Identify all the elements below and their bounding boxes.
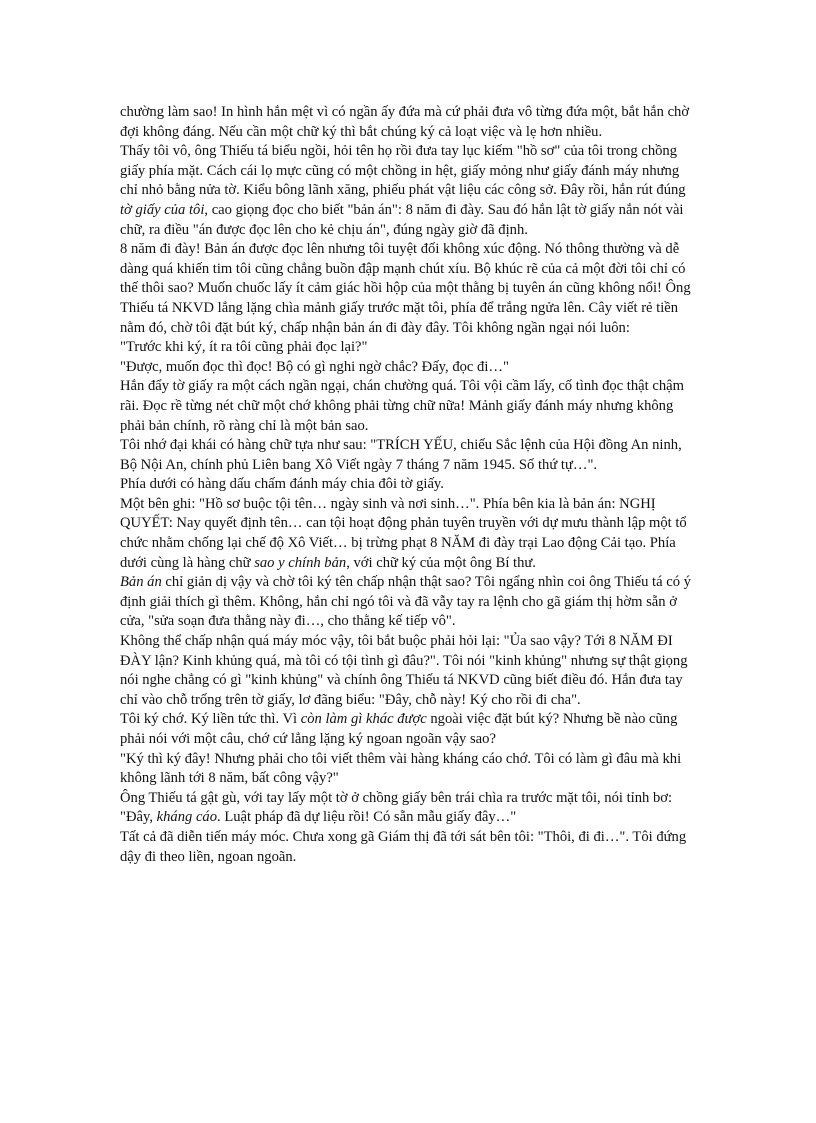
text-run: "Ký thì ký đây! Nhưng phải cho tôi viết thêm vài hàng kháng cáo chớ. Tôi có làm gì đâu mà khi không lãnh tới 8 năm, bất công vậy?" [120, 750, 682, 787]
italic-text: còn làm gì khác được [300, 711, 427, 728]
document-page [120, 103, 700, 867]
text-run: Tôi ký chớ. Ký liền tức thì. Vì [120, 711, 301, 728]
text-run: . Luật pháp đã dự liệu rồi! Có sẵn mẫu giấy đây…" [217, 809, 517, 826]
paragraph [120, 142, 700, 240]
text-run: Tất cả đã diễn tiến máy móc. Chưa xong gã Giám thị đã tới sát bên tôi: "Thôi, đi đi…". Tôi đứng dậy đi theo liền, ngoan ngoãn. [120, 828, 687, 865]
paragraph [120, 240, 700, 338]
text-run: chỉ giản dị vậy và chờ tôi ký tên chấp nhận thật sao? Tôi ngẩng nhìn coi ông Thiếu tá có ý định giải thích gì thêm. Không, hắn chỉ ngó tôi và đã vẫy tay ra lệnh cho gã giám thị hờm sẵn ở cửa, "sửa soạn đưa thằng này đi…, cho thằng kế tiếp vô". [120, 574, 691, 630]
text-run: "Đây, [120, 809, 157, 826]
text-run: "Được, muốn đọc thì đọc! Bộ có gì nghi ngờ chắc? Đấy, đọc đi…" [120, 358, 509, 375]
text-run: Hắn đẩy tờ giấy ra một cách ngần ngại, chán chường quá. Tôi vội cầm lấy, cố tình đọc thật chậm rãi. Đọc rề từng nét chữ một chớ không phải từng chữ nữa! Mảnh giấy đánh máy nhưng không phải bản chính, rõ ràng chỉ là một bản sao. [120, 378, 684, 434]
paragraph [120, 436, 700, 475]
text-run: Ông Thiếu tá gật gù, với tay lấy một tờ ở chồng giấy bên trái chìa ra trước mặt tôi, nói tỉnh bơ: [120, 789, 673, 806]
text-run: Một bên ghi: "Hồ sơ buộc tội tên… ngày sinh và nơi sinh…". Phía bên kia là bản án: NGHỊ QUYẾT: Nay quyết định tên… can tội hoạt động phản tuyên truyền với dự mưu thành lập một tổ chức nhằm chống lại chế độ Xô Viết… bị trừng phạt 8 NĂM đi đày trại Lao động Cải tạo. Phía dưới cùng là hàng chữ [120, 495, 687, 571]
text-run: Tôi nhớ đại khái có hàng chữ tựa như sau: "TRÍCH YẾU, chiếu Sắc lệnh của Hội đồng An ninh, Bộ Nội An, chính phủ Liên bang Xô Viết ngày 7 tháng 7 năm 1945. Số thứ tự…". [120, 437, 682, 473]
paragraph [120, 475, 700, 495]
paragraph [120, 710, 700, 749]
text-run: , cao giọng đọc cho biết "bản án": 8 năm đi đày. Sau đó hắn lật tờ giấy nắn nót vài chữ, ra điều "án được đọc lên cho kẻ chịu án", đúng ngày giờ đã định. [120, 201, 684, 238]
paragraph [120, 358, 700, 378]
paragraph [120, 808, 700, 828]
paragraph [120, 495, 700, 573]
italic-text: kháng cáo [156, 809, 218, 826]
paragraph [120, 632, 700, 710]
paragraph [120, 103, 700, 142]
paragraph [120, 573, 700, 632]
text-run: chường làm sao! In hình hắn mệt vì có ngần ấy đứa mà cứ phải đưa vô từng đứa một, bắt hắn chờ đợi không đáng. Nếu cần một chữ ký thì bắt chúng ký cả loạt việc và lẹ hơn nhiều. [120, 104, 690, 140]
paragraph [120, 750, 700, 789]
paragraph [120, 377, 700, 436]
italic-text: sao y chính bản [254, 554, 347, 571]
paragraph [120, 828, 700, 867]
paragraph [120, 789, 700, 809]
paragraph [120, 338, 700, 358]
italic-text: tờ giấy của tôi [120, 201, 205, 218]
text-run: Không thể chấp nhận quá máy móc vậy, tôi bắt buộc phải hỏi lại: "Ủa sao vậy? Tới 8 NĂM ĐI ĐÀY lận? Kinh khủng quá, mà tôi có tội tình gì đâu?". Tôi nói "kinh khủng" nhưng sự thật giọng nói nghe chẳng có gì "kinh khủng" và chính ông Thiếu tá NKVD cũng biết điều đó. Hắn đưa tay chỉ vào chỗ trống trên tờ giấy, lơ đãng biểu: "Đây, chỗ này! Ký cho rồi đi cha". [120, 633, 688, 708]
text-run: Thấy tôi vô, ông Thiếu tá biểu ngồi, hỏi tên họ rồi đưa tay lục kiếm "hồ sơ" của tôi trong chồng giấy phía mặt. Cách cái lọ mực cũng có một chồng in hệt, giấy mỏng như giấy đánh máy nhưng chỉ nhỏ bằng nửa tờ. Kiểu bông lãnh xăng, phiếu phát vật liệu các công sở. Đây rồi, hắn rút đúng [120, 143, 686, 199]
text-run: "Trước khi ký, ít ra tôi cũng phải đọc lại?" [120, 339, 368, 356]
text-run: 8 năm đi đày! Bản án được đọc lên nhưng tôi tuyệt đối không xúc động. Nó thông thường và dễ dàng quá khiến tim tôi cũng chẳng buồn đập mạnh chút xíu. Bộ khúc rẽ của cả một đời tôi chỉ có thế thôi sao? Muốn chuốc lấy ít cảm giác hồi hộp của một thằng bị tuyên án cũng không nổi! Ông Thiếu tá NKVD lẳng lặng chìa mảnh giấy trước mặt tôi, phía để trắng ngửa lên. Cây viết rẻ tiền nằm đó, chờ tôi đặt bút ký, chấp nhận bản án đi đày đây. Tôi không ngần ngại nói luôn: [120, 241, 691, 336]
text-run: ngoài việc đặt bút ký? Nhưng bề nào cũng phải nói với một câu, chớ cứ lẳng lặng ký ngoan ngoãn vậy sao? [120, 711, 678, 747]
italic-text: Bản án [120, 574, 162, 591]
text-run: , với chữ ký của một ông Bí thư. [346, 554, 536, 571]
text-run: Phía dưới có hàng dấu chấm đánh máy chia đôi tờ giấy. [120, 476, 444, 493]
